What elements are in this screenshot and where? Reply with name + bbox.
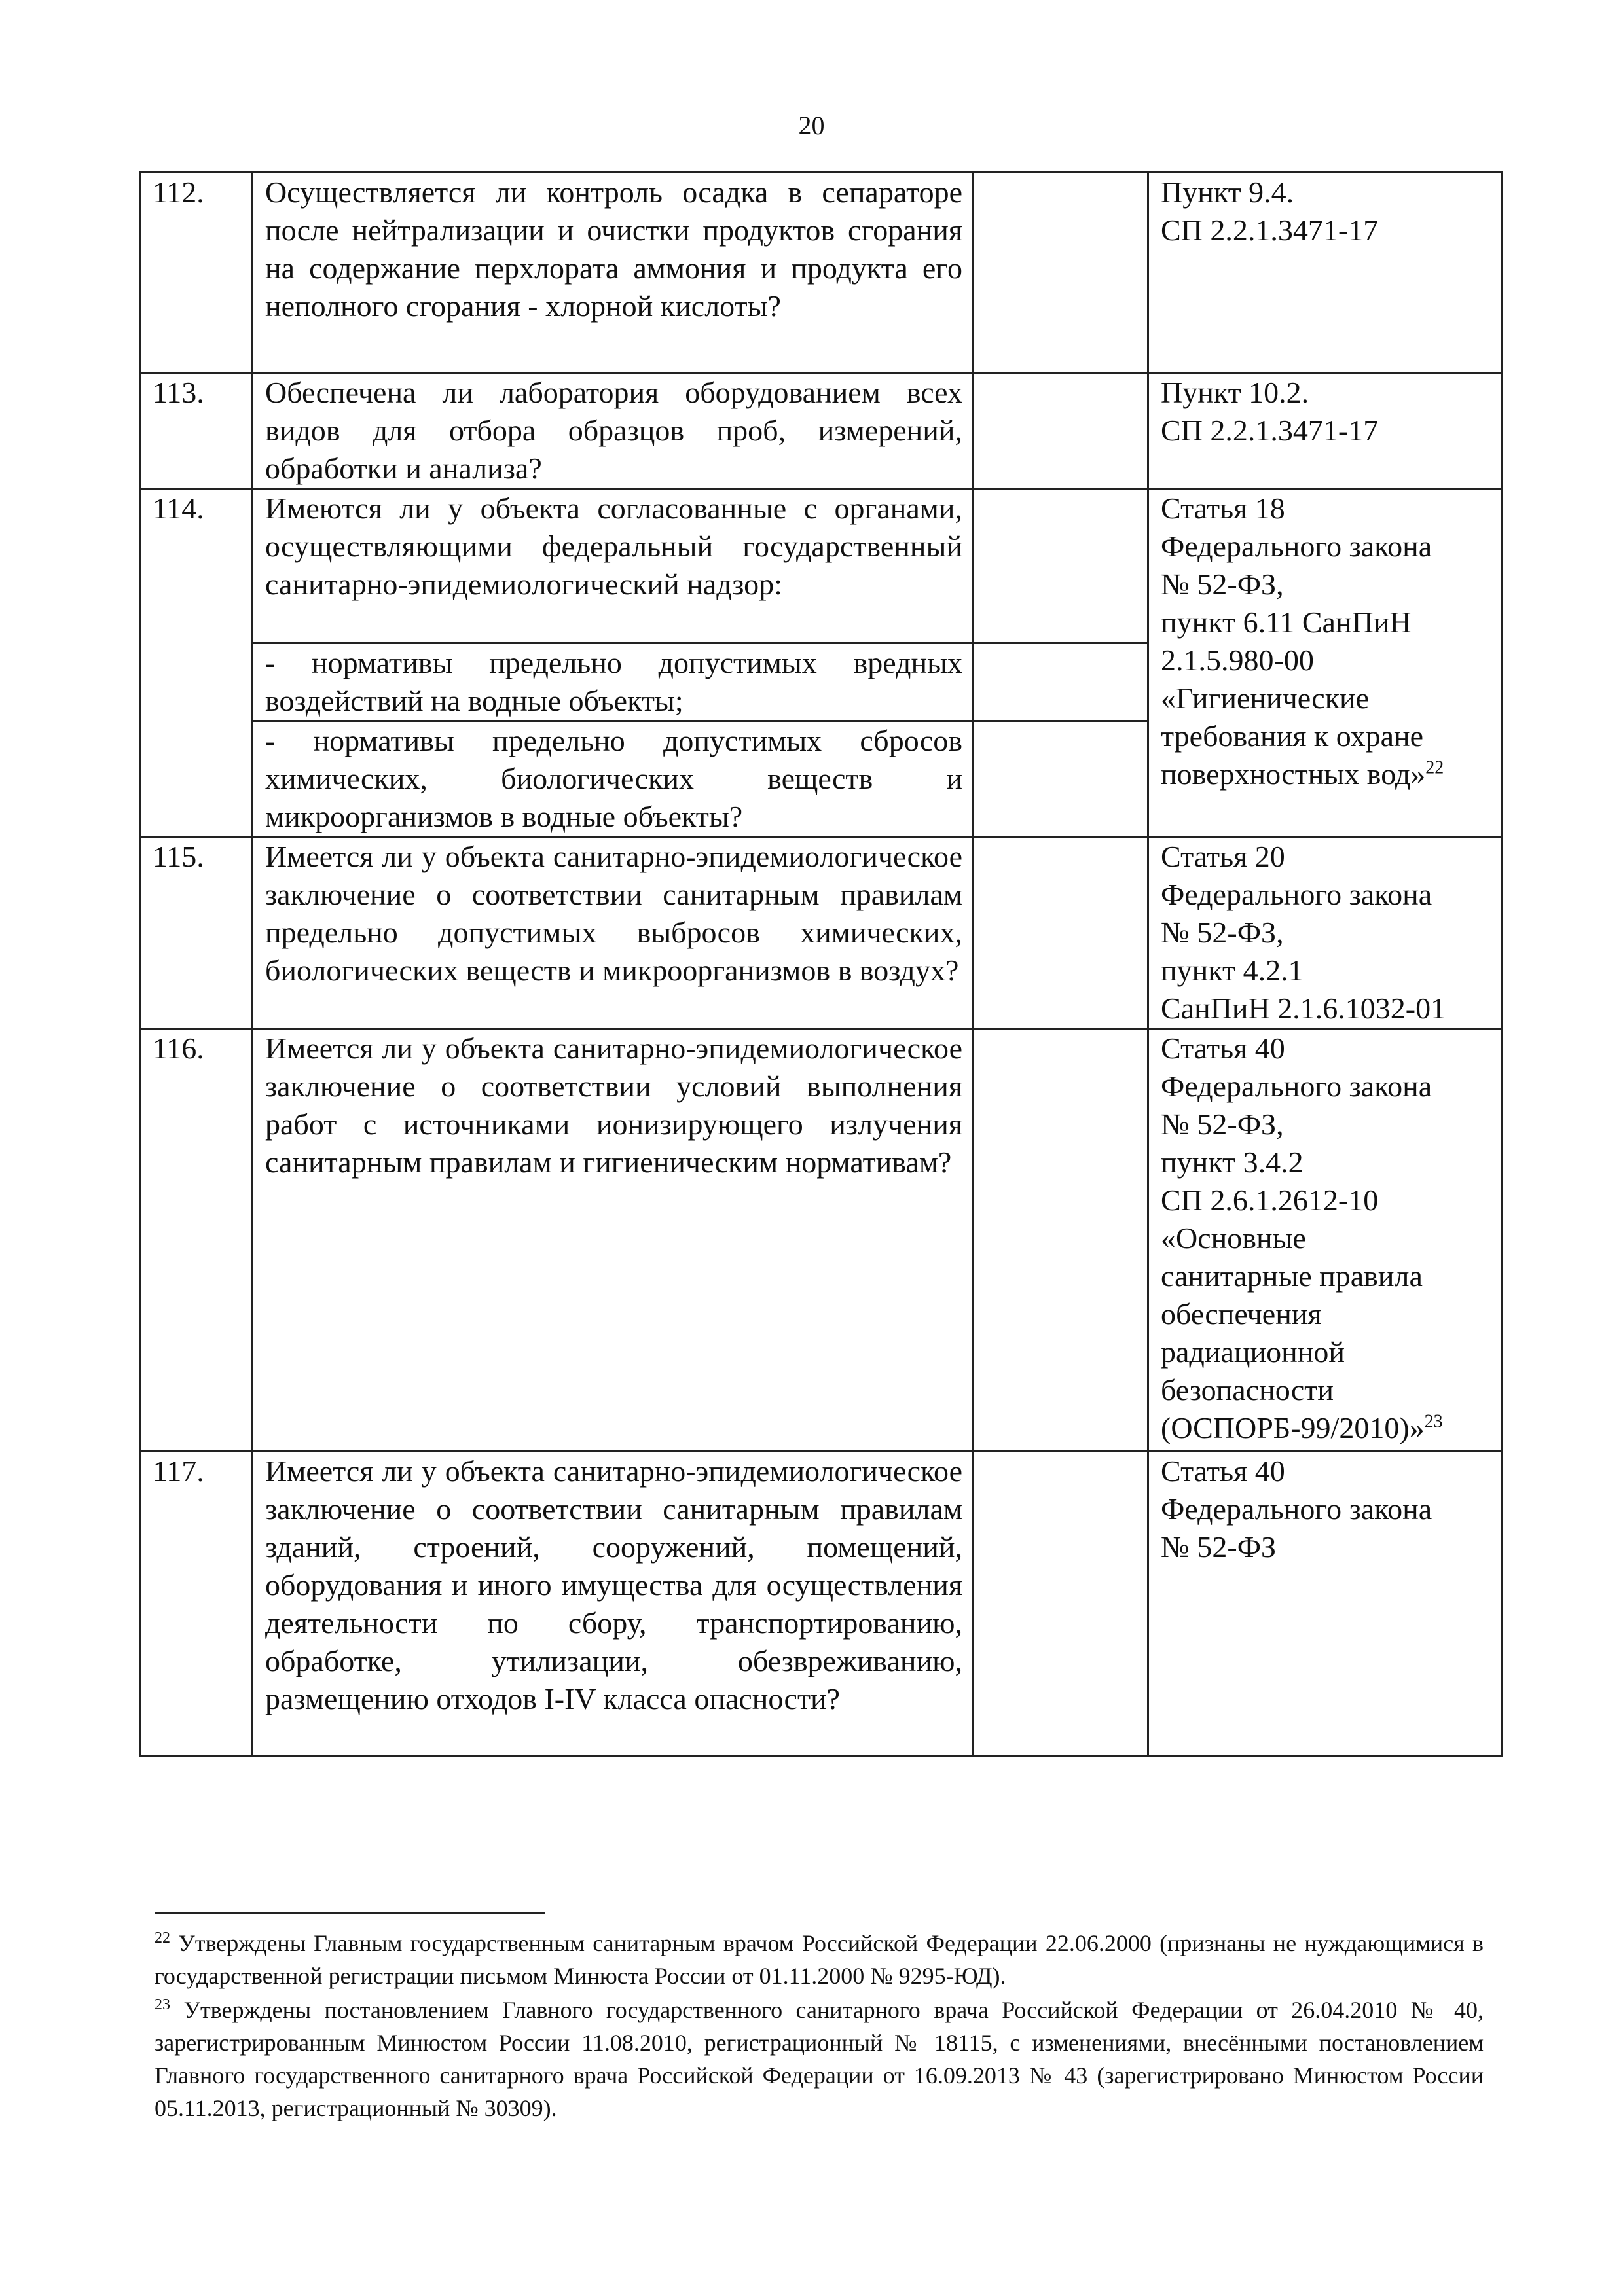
item-number: 117. (140, 1452, 253, 1757)
reference-line: Статья 20 (1161, 840, 1285, 873)
reference-line: пункт 4.2.1 (1161, 954, 1304, 987)
reference-line: Пункт 9.4. (1161, 175, 1294, 209)
answer-cell[interactable] (973, 837, 1148, 1029)
reference-line: Статья 40 (1161, 1031, 1285, 1065)
footnote-ref: 22 (1425, 757, 1444, 778)
item-number: 116. (140, 1029, 253, 1452)
item-number: 112. (140, 173, 253, 373)
reference-line: СП 2.2.1.3471-17 (1161, 414, 1379, 447)
item-number: 114. (140, 489, 253, 837)
footnote-text: Утверждены постановлением Главного государственного санитарного врача Российской Федерации от 26.04.2010 № 40, зарегистрированным Минюстом России 11.08.2010, регистрационный № 18115, с изменениями, внесёнными постановлением Главного государственного санитарного врача Российской Федерации от 16.09.2013 № 43 (зарегистрировано Минюстом России 05.11.2013, регистрационный № 30309). (155, 1997, 1484, 2121)
answer-cell[interactable] (973, 173, 1148, 373)
item-number: 115. (140, 837, 253, 1029)
footnote (155, 1927, 1484, 1992)
question-cell: Имеются ли у объекта согласованные с органами, осуществляющими федеральный государственный санитарно-эпидемиологический надзор: (253, 489, 973, 643)
reference-cell (1148, 489, 1502, 837)
question-cell: Обеспечена ли лаборатория оборудованием всех видов для отбора образцов проб, измерений, обработки и анализа? (253, 373, 973, 489)
reference-line: № 52-ФЗ, (1161, 567, 1284, 601)
reference-line: Федерального закона (1161, 529, 1432, 563)
reference-line: Статья 18 (1161, 492, 1285, 525)
footnotes (155, 1927, 1484, 2126)
footnote-mark: 23 (155, 1996, 170, 2013)
table-row (140, 837, 1502, 1029)
item-number: 113. (140, 373, 253, 489)
answer-cell[interactable] (973, 373, 1148, 489)
page-number: 20 (798, 111, 825, 140)
reference-line: 2.1.5.980-00 (1161, 643, 1314, 677)
footnote-mark: 22 (155, 1929, 170, 1946)
reference-line: «Гигиенические (1161, 681, 1370, 715)
reference-line: пункт 3.4.2 (1161, 1145, 1304, 1179)
answer-cell[interactable] (973, 489, 1148, 643)
footnote-ref: 23 (1424, 1411, 1443, 1432)
footnote (155, 1994, 1484, 2125)
reference-cell (1148, 173, 1502, 373)
table-row (140, 373, 1502, 489)
reference-line: обеспечения (1161, 1297, 1322, 1331)
reference-line (1161, 1409, 1491, 1447)
reference-line (1161, 755, 1491, 793)
question-cell: Имеется ли у объекта санитарно-эпидемиологическое заключение о соответствии санитарным правилам предельно допустимых выбросов химических, биологических веществ и микроорганизмов в воздух? (253, 837, 973, 1029)
answer-cell[interactable] (973, 1029, 1148, 1452)
question-subitem: - нормативы предельно допустимых вредных воздействий на водные объекты; (253, 643, 973, 721)
question-cell: Имеется ли у объекта санитарно-эпидемиологическое заключение о соответствии условий выполнения работ с источниками ионизирующего излучения санитарным правилам и гигиеническим нормативам? (253, 1029, 973, 1452)
checklist-table (139, 171, 1503, 1757)
footnote-text: Утверждены Главным государственным санитарным врачом Российской Федерации 22.06.2000 (признаны не нуждающимися в государственной регистрации письмом Минюста России от 01.11.2000 № 9295-ЮД). (155, 1930, 1484, 1989)
reference-line: № 52-ФЗ (1161, 1530, 1277, 1564)
reference-line: № 52-ФЗ, (1161, 1107, 1284, 1141)
reference-line: СП 2.2.1.3471-17 (1161, 213, 1379, 247)
reference-line: безопасности (1161, 1373, 1334, 1407)
table-row (140, 173, 1502, 373)
answer-cell[interactable] (973, 1452, 1148, 1757)
reference-line: Федерального закона (1161, 1492, 1432, 1526)
reference-cell (1148, 1029, 1502, 1452)
question-subitem: - нормативы предельно допустимых сбросов химических, биологических веществ и микроорганизмов в водные объекты? (253, 721, 973, 837)
reference-line: «Основные (1161, 1221, 1306, 1255)
reference-cell (1148, 1452, 1502, 1757)
reference-line: СП 2.6.1.2612-10 (1161, 1183, 1379, 1217)
reference-line: Пункт 10.2. (1161, 376, 1309, 409)
reference-line-text: поверхностных вод» (1161, 757, 1426, 791)
reference-line: Федерального закона (1161, 1069, 1432, 1103)
footnote-divider (155, 1912, 545, 1914)
reference-line: требования к охране (1161, 719, 1424, 753)
reference-cell (1148, 373, 1502, 489)
answer-cell[interactable] (973, 643, 1148, 721)
reference-cell (1148, 837, 1502, 1029)
reference-line: Статья 40 (1161, 1454, 1285, 1488)
table-row (140, 489, 1502, 643)
question-cell: Имеется ли у объекта санитарно-эпидемиологическое заключение о соответствии санитарным правилам зданий, строений, сооружений, помещений, оборудования и иного имущества для осуществления деятельности по сбору, транспортированию, обработке, утилизации, обезвреживанию, размещению отходов I-IV класса опасности? (253, 1452, 973, 1757)
question-cell: Осуществляется ли контроль осадка в сепараторе после нейтрализации и очистки продуктов сгорания на содержание перхлората аммония и продукта его неполного сгорания - хлорной кислоты? (253, 173, 973, 373)
table-row (140, 1029, 1502, 1452)
table-row (140, 1452, 1502, 1757)
reference-line: СанПиН 2.1.6.1032-01 (1161, 992, 1446, 1025)
reference-line: пункт 6.11 СанПиН (1161, 605, 1412, 639)
reference-line: радиационной (1161, 1335, 1345, 1369)
reference-line: № 52-ФЗ, (1161, 916, 1284, 949)
reference-line: Федерального закона (1161, 878, 1432, 911)
reference-line: санитарные правила (1161, 1259, 1423, 1293)
answer-cell[interactable] (973, 721, 1148, 837)
reference-line-text: (ОСПОРБ-99/2010)» (1161, 1411, 1425, 1444)
